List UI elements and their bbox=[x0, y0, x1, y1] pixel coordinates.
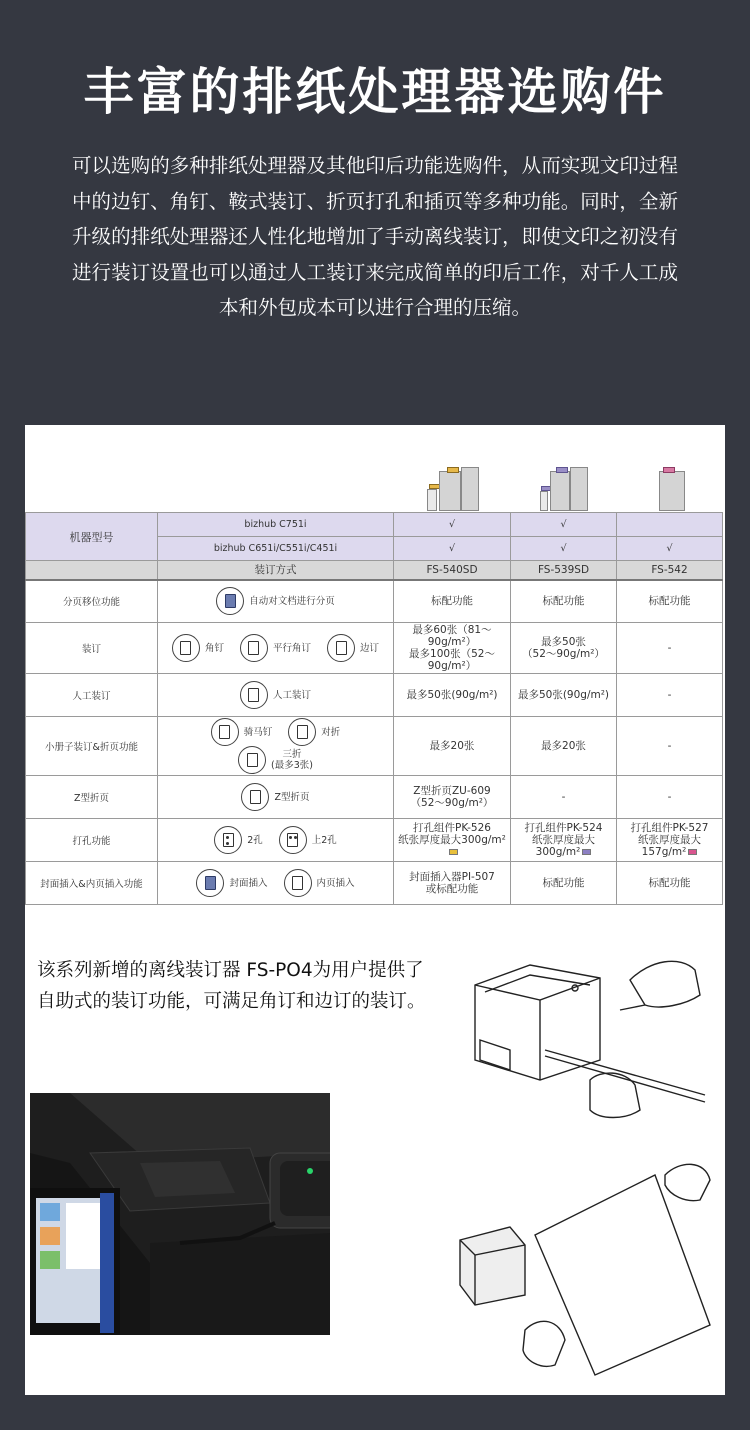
finisher-value: 标配功能 bbox=[511, 862, 617, 905]
option-label: 自动对文档进行分页 bbox=[249, 595, 335, 607]
feature-name: 打孔功能 bbox=[26, 819, 158, 862]
support-mark: √ bbox=[511, 513, 617, 537]
feature-name: Z型折页 bbox=[26, 776, 158, 819]
binding-option bbox=[284, 869, 355, 897]
finisher-name: FS-539SD bbox=[511, 561, 617, 580]
support-mark bbox=[617, 513, 723, 537]
model-label: 机器型号 bbox=[26, 513, 158, 561]
comparison-table bbox=[25, 512, 723, 905]
finisher-value: - bbox=[617, 776, 723, 819]
binding-options bbox=[158, 776, 394, 819]
fs-542-machine-image bbox=[655, 455, 689, 511]
finisher-value: 打孔组件PK-524 纸张厚度最大300g/m² bbox=[511, 819, 617, 862]
support-mark: √ bbox=[511, 537, 617, 561]
corner-staple-drawing bbox=[455, 1155, 720, 1385]
tri-fold-icon bbox=[238, 746, 266, 774]
model-name: bizhub C651i/C551i/C451i bbox=[158, 537, 394, 561]
promo-text: 该系列新增的离线装订器 FS-PO4为用户提供了自助式的装订功能，可满足角订和边订的装订。 bbox=[37, 960, 426, 1012]
option-label: 封面插入 bbox=[229, 877, 268, 889]
feature-rows bbox=[26, 580, 723, 905]
punch-kit-color-tag bbox=[688, 849, 697, 855]
binding-label: 装订方式 bbox=[158, 561, 394, 580]
punch-kit-color-tag bbox=[582, 849, 591, 855]
finisher-name: FS-542 bbox=[617, 561, 723, 580]
finisher-value: 封面插入器PI-507 或标配功能 bbox=[394, 862, 511, 905]
side-staple-icon bbox=[327, 634, 355, 662]
option-label: 人工装订 bbox=[272, 689, 311, 701]
option-label: 骑马钉 bbox=[243, 726, 273, 738]
binding-option bbox=[327, 634, 379, 662]
feature-name: 分页移位功能 bbox=[26, 580, 158, 623]
option-label: 三折 (最多3张) bbox=[271, 749, 313, 771]
support-mark: √ bbox=[394, 513, 511, 537]
intro-paragraph: 可以选购的多种排纸处理器及其他印后功能选购件，从而实现文印过程中的边钉、角钉、鞍式装订、折页打孔和插页等多种功能。同时，全新升级的排纸处理器还人性化地增加了手动离线装订，即使文印之初没有进行装订设置也可以通过人工装订来完成简单的印后工作，对千人工成本和外包成本可以进行合理的压缩。 bbox=[72, 154, 678, 319]
binding-option bbox=[211, 718, 273, 746]
finisher-value: 打孔组件PK-526 纸张厚度最大300g/m² bbox=[394, 819, 511, 862]
binding-options bbox=[158, 623, 394, 674]
finisher-value: 标配功能 bbox=[617, 580, 723, 623]
cover-insert-icon bbox=[196, 869, 224, 897]
finisher-value: 标配功能 bbox=[511, 580, 617, 623]
binding-options bbox=[158, 580, 394, 623]
two-hole-icon bbox=[214, 826, 242, 854]
offline-stapler-drawing bbox=[450, 940, 710, 1140]
option-label: 平行角订 bbox=[272, 642, 311, 654]
finisher-value: Z型折页ZU-609 （52～90g/m²） bbox=[394, 776, 511, 819]
feature-row bbox=[26, 717, 723, 776]
finisher-value: 最多60张（81～90g/m²） 最多100张（52～90g/m²） bbox=[394, 623, 511, 674]
page-insert-icon bbox=[284, 869, 312, 897]
header-blank bbox=[26, 561, 158, 580]
binding-options bbox=[158, 717, 394, 776]
finisher-value: 最多50张(90g/m²) bbox=[394, 674, 511, 717]
feature-name: 装订 bbox=[26, 623, 158, 674]
corner-staple-icon bbox=[172, 634, 200, 662]
parallel-staple-icon bbox=[240, 634, 268, 662]
binding-options bbox=[158, 819, 394, 862]
model-row bbox=[26, 513, 723, 537]
feature-name: 小册子装订&折页功能 bbox=[26, 717, 158, 776]
feature-row bbox=[26, 862, 723, 905]
option-label: 边订 bbox=[360, 642, 380, 654]
binding-option bbox=[240, 681, 311, 709]
fs-540sd-machine-image bbox=[427, 455, 485, 511]
binding-option bbox=[196, 869, 267, 897]
feature-row bbox=[26, 580, 723, 623]
finisher-value: - bbox=[617, 674, 723, 717]
finisher-images bbox=[25, 455, 725, 513]
option-label: 上2孔 bbox=[311, 834, 337, 846]
option-label: 内页插入 bbox=[316, 877, 355, 889]
binding-option bbox=[241, 783, 309, 811]
z-fold-icon bbox=[241, 783, 269, 811]
finisher-value: 标配功能 bbox=[394, 580, 511, 623]
finisher-value: 标配功能 bbox=[617, 862, 723, 905]
binding-options bbox=[158, 674, 394, 717]
binding-option bbox=[172, 634, 224, 662]
collate-icon bbox=[216, 587, 244, 615]
support-mark: √ bbox=[617, 537, 723, 561]
finisher-name: FS-540SD bbox=[394, 561, 511, 580]
finisher-value: - bbox=[617, 623, 723, 674]
page-title: 丰富的排纸处理器选购件 bbox=[83, 63, 667, 121]
support-mark: √ bbox=[394, 537, 511, 561]
option-label: Z型折页 bbox=[274, 791, 310, 803]
model-name: bizhub C751i bbox=[158, 513, 394, 537]
feature-row bbox=[26, 623, 723, 674]
finisher-value: 打孔组件PK-527 纸张厚度最大157g/m² bbox=[617, 819, 723, 862]
finisher-value: - bbox=[511, 776, 617, 819]
finisher-value: 最多20张 bbox=[394, 717, 511, 776]
feature-row bbox=[26, 819, 723, 862]
punch-kit-color-tag bbox=[449, 849, 458, 855]
option-label: 2孔 bbox=[247, 834, 263, 846]
finisher-value: 最多50张 （52～90g/m²） bbox=[511, 623, 617, 674]
option-label: 角钉 bbox=[204, 642, 224, 654]
fs-539sd-machine-image bbox=[540, 455, 590, 511]
binding-option bbox=[240, 634, 311, 662]
binding-option bbox=[288, 718, 340, 746]
feature-row bbox=[26, 776, 723, 819]
finisher-value: 最多20张 bbox=[511, 717, 617, 776]
finisher-value: - bbox=[617, 717, 723, 776]
binding-option bbox=[238, 746, 313, 774]
content-panel bbox=[25, 425, 725, 1395]
binding-option bbox=[214, 826, 263, 854]
binding-option bbox=[216, 587, 335, 615]
binding-header-row bbox=[26, 561, 723, 580]
feature-row bbox=[26, 674, 723, 717]
binding-options bbox=[158, 862, 394, 905]
manual-staple-icon bbox=[240, 681, 268, 709]
stapler-product-photo bbox=[30, 1093, 330, 1335]
option-label: 对折 bbox=[321, 726, 341, 738]
saddle-stitch-icon bbox=[211, 718, 239, 746]
feature-name: 封面插入&内页插入功能 bbox=[26, 862, 158, 905]
finisher-value: 最多50张(90g/m²) bbox=[511, 674, 617, 717]
feature-name: 人工装订 bbox=[26, 674, 158, 717]
top-two-hole-icon bbox=[279, 826, 307, 854]
half-fold-icon bbox=[288, 718, 316, 746]
binding-option bbox=[279, 826, 337, 854]
